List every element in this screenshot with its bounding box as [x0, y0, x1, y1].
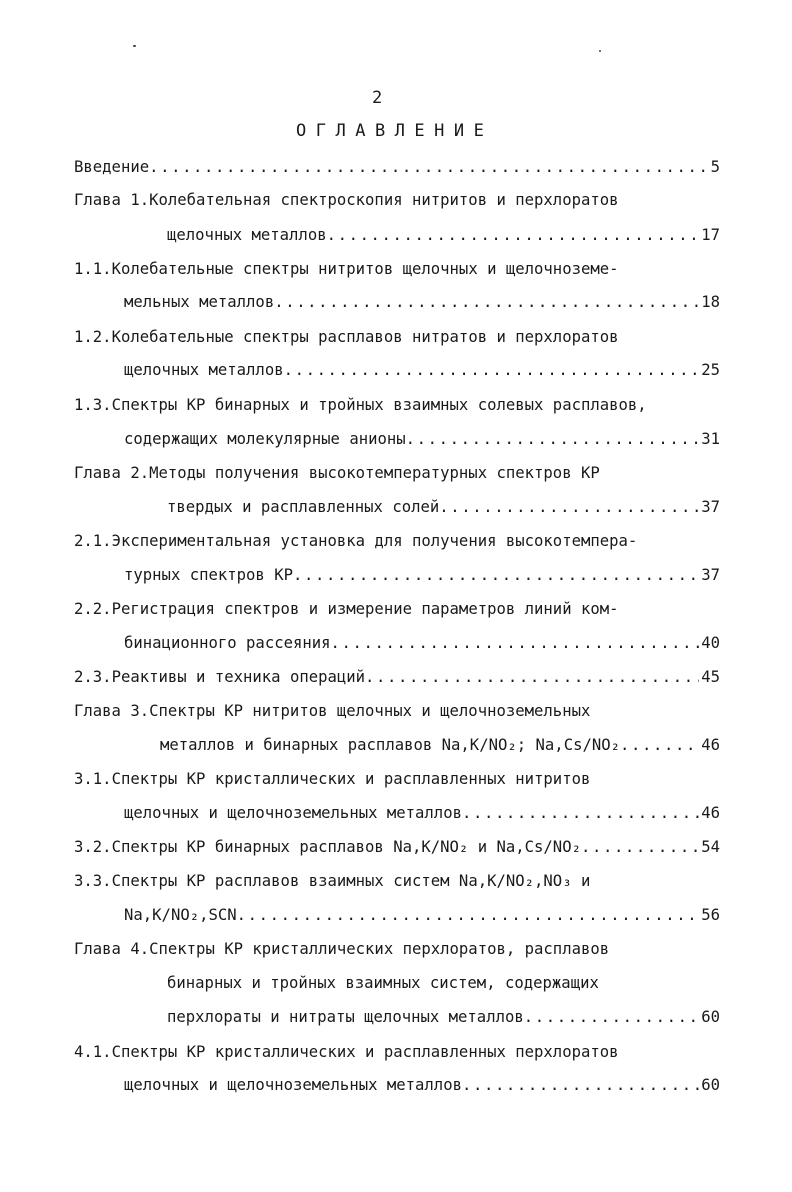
toc-entry-title: щелочных металлов [124, 361, 284, 379]
toc-entry-title: Спектры КР кристаллических перхлоратов, расплавов [149, 940, 610, 958]
toc-leader-dots [274, 290, 699, 314]
toc-leader-dots [293, 563, 699, 587]
toc-entry [74, 188, 720, 212]
toc-leader-dots [331, 631, 700, 655]
toc-leader-dots [439, 495, 699, 519]
toc-page-number: 45 [701, 668, 720, 686]
toc-entry [74, 971, 720, 995]
toc-page-number: 60 [701, 1008, 720, 1026]
page-number: 2 [372, 88, 383, 108]
toc-entry-title: Регистрация спектров и измерение параметров линий ком- [111, 600, 619, 618]
toc-page-number: 31 [701, 430, 720, 448]
toc-entry [74, 903, 720, 927]
toc-entry-title: Введение [74, 158, 150, 176]
toc-entry-number: Глава 3. [74, 702, 150, 720]
toc-leader-dots [524, 1005, 699, 1029]
toc-page-number: 37 [701, 566, 720, 584]
toc-entry-number: 1.3. [74, 396, 112, 414]
page-title: ОГЛАВЛЕНИЕ [296, 121, 494, 141]
toc-entry-title: турных спектров КР [124, 566, 293, 584]
toc-entry [74, 835, 720, 859]
toc-entry-title: щелочных и щелочноземельных металлов [124, 1076, 462, 1094]
toc-entry-number: 1.2. [74, 328, 112, 346]
toc-entry-number: 3.3. [74, 872, 112, 890]
toc-entry-title: щелочных металлов [167, 226, 327, 244]
toc-entry-title: Экспериментальная установка для получения высокотемпера- [111, 532, 638, 550]
toc-entry-title: бинарных и тройных взаимных систем, содержащих [167, 974, 599, 992]
toc-leader-dots [620, 733, 699, 757]
toc-entry-number: 2.3. [74, 668, 112, 686]
toc-entry [74, 1073, 720, 1097]
toc-entry-title: Реактивы и техника операций [111, 668, 366, 686]
toc-entry [74, 597, 720, 621]
toc-page-number: 54 [701, 838, 720, 856]
toc-leader-dots [406, 427, 700, 451]
toc-leader-dots [462, 1073, 699, 1097]
toc-entry [74, 869, 720, 893]
toc-leader-dots [149, 155, 709, 179]
toc-leader-dots [284, 358, 700, 382]
toc-entry-title: Спектры КР кристаллических и расплавленных перхлоратов [111, 1043, 619, 1061]
toc-entry [74, 155, 720, 179]
toc-entry [74, 427, 720, 451]
toc-page-number: 56 [701, 906, 720, 924]
toc-entry [74, 801, 720, 825]
toc-entry-title: Спектры КР бинарных расплавов Na,K/NO₂ и Na,Cs/NO₂ [111, 838, 581, 856]
toc-entry [74, 1005, 720, 1029]
toc-leader-dots [327, 223, 700, 247]
toc-page-number: 40 [701, 634, 720, 652]
toc-entry-title: Na,K/NO₂,SCN [124, 906, 237, 924]
toc-entry-title: Спектры КР нитритов щелочных и щелочноземельных [149, 702, 591, 720]
toc-page-number: 46 [701, 736, 720, 754]
toc-entry [74, 563, 720, 587]
toc-entry-title: перхлораты и нитраты щелочных металлов [167, 1008, 524, 1026]
toc-page-number: 60 [701, 1076, 720, 1094]
toc-entry-number: 3.1. [74, 770, 112, 788]
scan-speck [599, 50, 601, 52]
toc-entry [74, 631, 720, 655]
toc-entry [74, 257, 720, 281]
toc-entry-number: Глава 1. [74, 191, 150, 209]
toc-entry [74, 290, 720, 314]
toc-entry-title: Колебательные спектры нитритов щелочных и щелочноземе- [111, 260, 619, 278]
toc-entry-title: Колебательная спектроскопия нитритов и перхлоратов [149, 191, 619, 209]
toc-page-number: 25 [701, 361, 720, 379]
scan-speck [133, 45, 136, 47]
toc-entry-title: Спектры КР кристаллических и расплавленных нитритов [111, 770, 591, 788]
toc-page-number: 5 [710, 158, 720, 176]
toc-entry-title: металлов и бинарных расплавов Na,K/NO₂; Na,Cs/NO₂ [160, 736, 621, 754]
toc-leader-dots [237, 903, 700, 927]
toc-entry [74, 393, 720, 417]
toc-entry [74, 937, 720, 961]
toc-entry-number: Глава 2. [74, 464, 150, 482]
toc-entry [74, 1040, 720, 1064]
toc-entry-title: Колебательные спектры расплавов нитратов и перхлоратов [111, 328, 619, 346]
toc-entry-title: мельных металлов [124, 293, 275, 311]
toc-entry-title: щелочных и щелочноземельных металлов [124, 804, 462, 822]
toc-entry-number: 2.1. [74, 532, 112, 550]
toc-entry [74, 325, 720, 349]
toc-entry [74, 699, 720, 723]
toc-entry-title: содержащих молекулярные анионы [124, 430, 406, 448]
toc-entry [74, 767, 720, 791]
toc-entry-title: Спектры КР расплавов взаимных систем Na,K/NO₂,NO₃ и [111, 872, 591, 890]
toc-page-number: 17 [701, 226, 720, 244]
toc-leader-dots [462, 801, 699, 825]
toc-leader-dots [581, 835, 699, 859]
toc-entry [74, 495, 720, 519]
toc-entry [74, 358, 720, 382]
toc-entry-number: 4.1. [74, 1043, 112, 1061]
toc-entry [74, 733, 720, 757]
toc-entry-title: Методы получения высокотемпературных спектров КР [149, 464, 600, 482]
toc-entry-number: 1.1. [74, 260, 112, 278]
toc-entry-title: Спектры КР бинарных и тройных взаимных солевых расплавов, [111, 396, 647, 414]
toc-entry [74, 223, 720, 247]
toc-entry-number: 2.2. [74, 600, 112, 618]
toc-page-number: 46 [701, 804, 720, 822]
toc-entry-number: 3.2. [74, 838, 112, 856]
toc-leader-dots [365, 665, 699, 689]
toc-entry-title: твердых и расплавленных солей [167, 498, 440, 516]
toc-entry [74, 529, 720, 553]
toc-page-number: 18 [701, 293, 720, 311]
toc-entry-title: бинационного рассеяния [124, 634, 331, 652]
toc-page-number: 37 [701, 498, 720, 516]
toc-entry [74, 665, 720, 689]
toc-entry [74, 461, 720, 485]
toc-entry-number: Глава 4. [74, 940, 150, 958]
